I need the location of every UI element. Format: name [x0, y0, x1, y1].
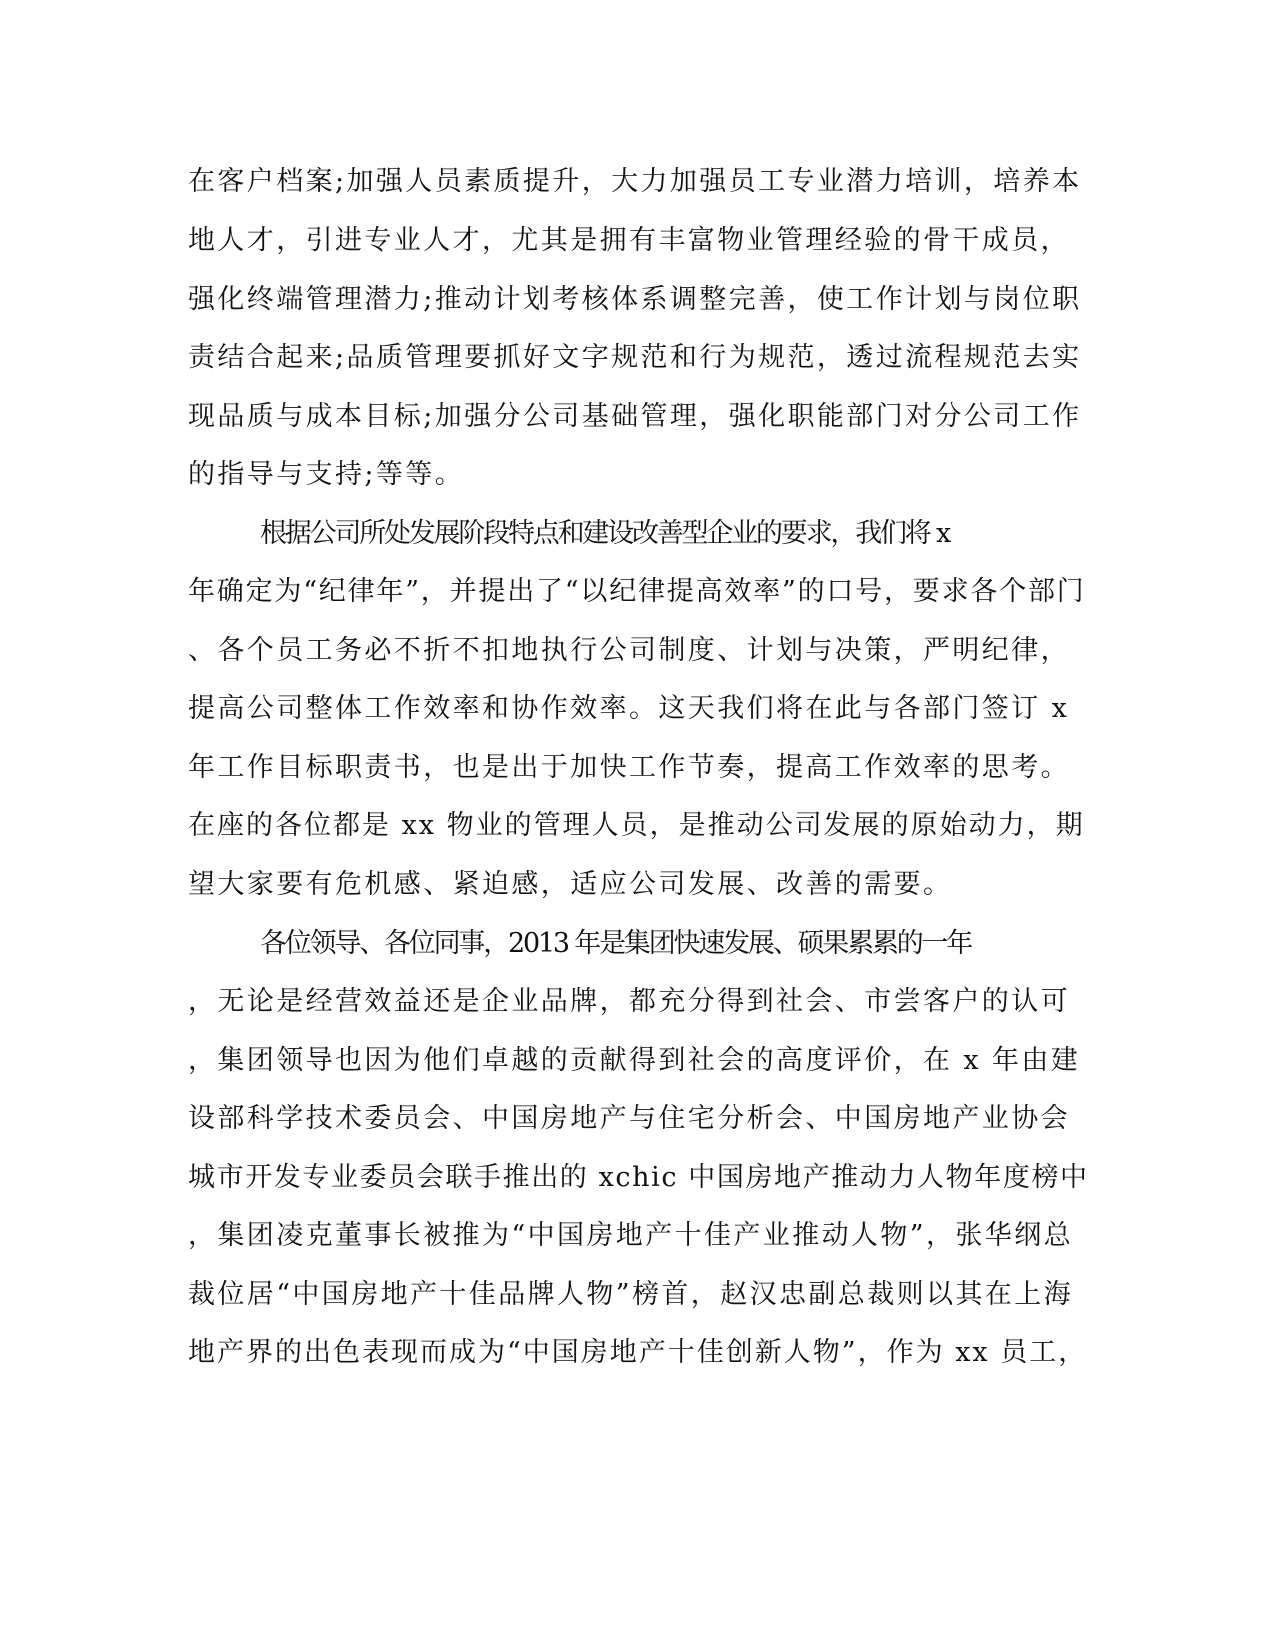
paragraph-2-line-5: 年工作目标职责书，也是出于加快工作节奏，提高工作效率的思考。 — [188, 752, 1070, 783]
paragraph-1-line-3: 强化终端管理潜力;推动计划考核体系调整完善，使工作计划与岗位职 — [188, 284, 1082, 315]
paragraph-1-line-6: 的指导与支持;等等。 — [188, 459, 465, 490]
paragraph-3-line-3: ，集团领导也因为他们卓越的贡献得到社会的高度评价，在 x 年由建 — [188, 1045, 1081, 1076]
paragraph-1-line-4: 责结合起来;品质管理要抓好文字规范和行为规范，透过流程规范去实 — [188, 342, 1082, 373]
paragraph-3-line-2: ，无论是经营效益还是企业品牌，都充分得到社会、市尝客户的认可 — [188, 986, 1070, 1017]
paragraph-2-line-3: 、各个员工务必不折不扣地执行公司制度、计划与决策，严明纪律， — [188, 635, 1070, 666]
paragraph-3-line-6: ，集团凌克董事长被推为“中国房地产十佳产业推动人物”，张华纲总 — [188, 1220, 1074, 1251]
paragraph-3-line-1: 各位领导、各位同事，2013 年是集团快速发展、硕果累累的一年 — [260, 928, 972, 959]
paragraph-3-line-8: 地产界的出色表现而成为“中国房地产十佳创新人物”，作为 xx 员工， — [188, 1337, 1088, 1368]
paragraph-2-line-4: 提高公司整体工作效率和协作效率。这天我们将在此与各部门签订 x — [188, 693, 1070, 724]
paragraph-3-line-5: 城市开发专业委员会联手推出的 xchic 中国房地产推动力人物年度榜中 — [188, 1162, 1089, 1193]
paragraph-2-line-7: 望大家要有危机感、紧迫感，适应公司发展、改善的需要。 — [188, 869, 953, 900]
paragraph-2-line-6: 在座的各位都是 xx 物业的管理人员，是推动公司发展的原始动力，期 — [188, 810, 1085, 841]
paragraph-3-line-7: 裁位居“中国房地产十佳品牌人物”榜首，赵汉忠副总裁则以其在上海 — [188, 1279, 1074, 1310]
paragraph-1-line-2: 地人才，引进专业人才，尤其是拥有丰富物业管理经验的骨干成员， — [188, 225, 1070, 256]
paragraph-2-line-2: 年确定为“纪律年”，并提出了“以纪律提高效率”的口号，要求各个部门 — [188, 576, 1086, 607]
paragraph-3-line-4: 设部科学技术委员会、中国房地产与住宅分析会、中国房地产业协会 — [188, 1103, 1070, 1134]
paragraph-1-line-1: 在客户档案;加强人员素质提升，大力加强员工专业潜力培训，培养本 — [188, 166, 1082, 197]
paragraph-2-line-1: 根据公司所处发展阶段特点和建设改善型企业的要求，我们将 x — [260, 518, 950, 549]
paragraph-1-line-5: 现品质与成本目标;加强分公司基础管理，强化职能部门对分公司工作 — [188, 401, 1082, 432]
